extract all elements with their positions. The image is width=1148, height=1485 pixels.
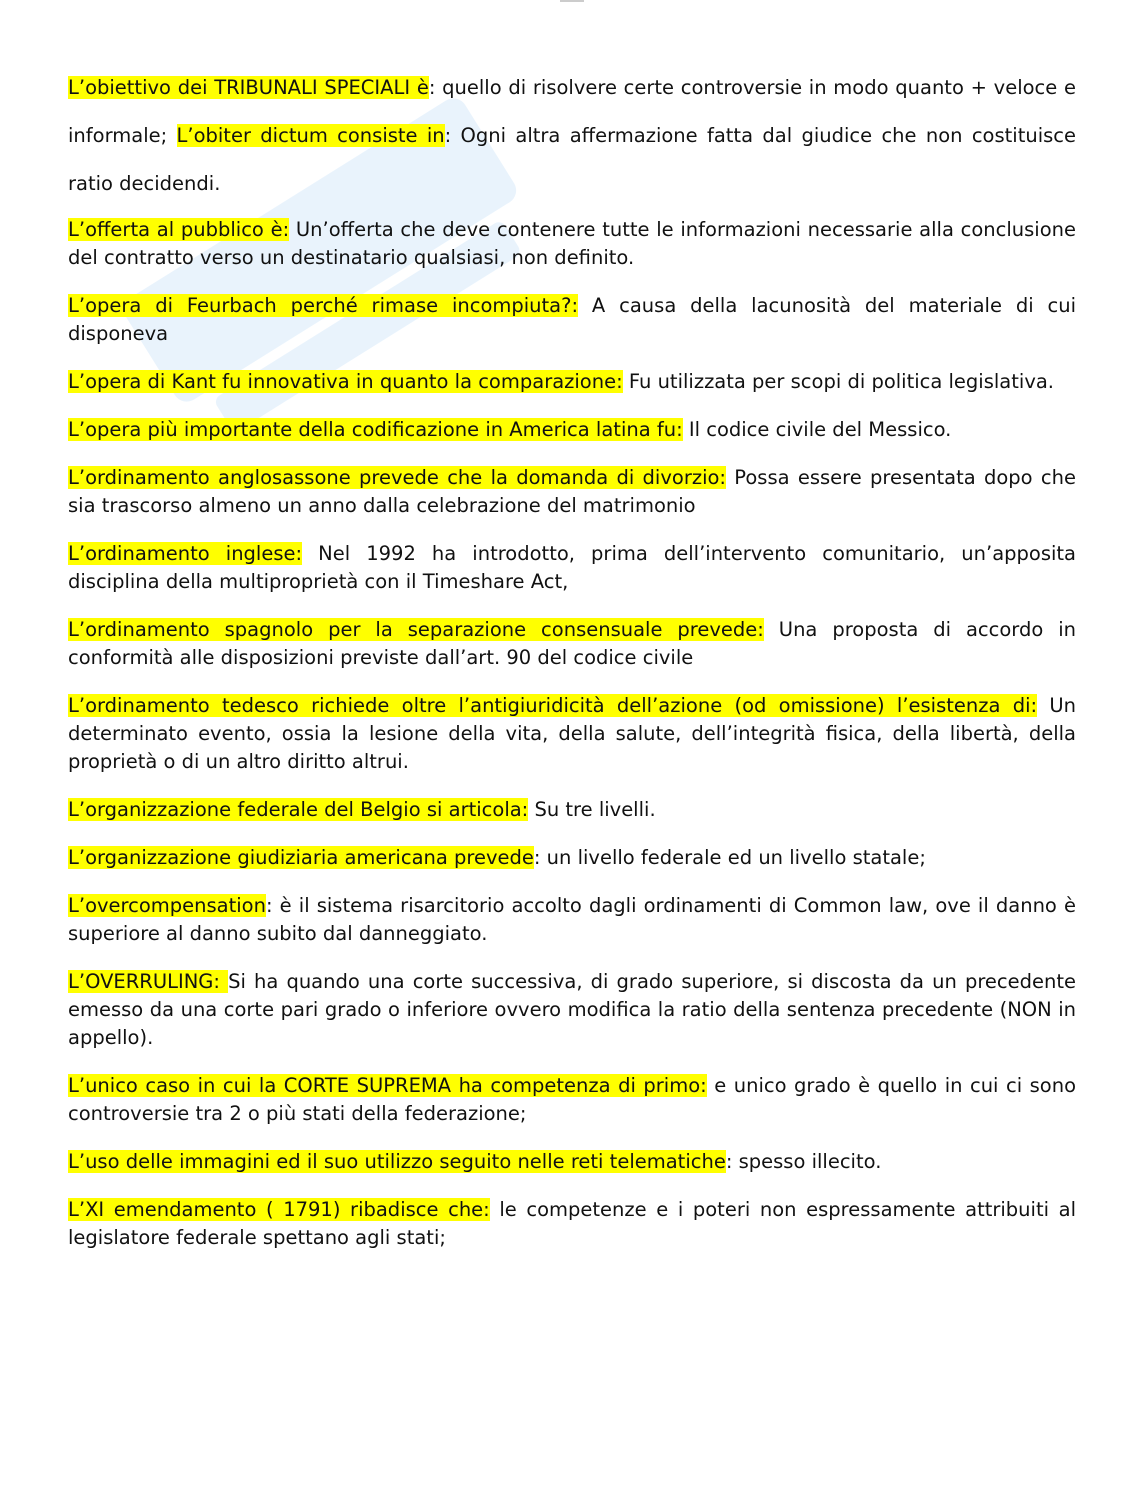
entry-definition: : è il sistema risarcitorio accolto dagli ordinamenti di Common law, ove il danno è superiore al danno subito dal danneggiato. <box>68 894 1076 945</box>
entry-anglosassone <box>68 464 1076 520</box>
entry-term: L’ordinamento inglese: <box>68 542 303 565</box>
entry-kant <box>68 368 1076 396</box>
entry-term: L’ordinamento anglosassone prevede che la domanda di divorzio: <box>68 466 726 489</box>
entry-definition: Un’offerta che deve contenere tutte le informazioni necessarie alla conclusione del contratto verso un destinatario qualsiasi, non definito. <box>68 218 1077 269</box>
entry-term: L’opera di Feurbach perché rimase incompiuta?: <box>68 294 579 317</box>
entry-term: L’offerta al pubblico è: <box>68 218 290 241</box>
entry-definition: : Ogni altra affermazione fatta dal giudice che non costituisce ratio decidendi. <box>68 124 1077 195</box>
entry-term: L’obiter dictum consiste in <box>176 124 445 147</box>
entry-definition: Nel 1992 ha introdotto, prima dell’intervento comunitario, un’apposita disciplina della multiproprietà con il Timeshare Act, <box>68 542 1076 593</box>
entry-giudiziaria-americana <box>68 844 1076 872</box>
entry-xi-emendamento <box>68 1196 1076 1252</box>
document-body <box>68 64 1076 1272</box>
page-header-mark <box>560 0 584 2</box>
entry-definition: : quello di risolvere certe controversie in modo quanto + veloce e informale; <box>68 76 1076 147</box>
entry-term: L’overcompensation <box>68 894 266 917</box>
entry-term: L’XI emendamento ( 1791) ribadisce che: <box>68 1198 490 1221</box>
entry-term: L’ordinamento tedesco richiede oltre l’antigiuridicità dell’azione (od omissione) l’esistenza di: <box>68 694 1038 717</box>
entry-definition: le competenze e i poteri non espressamente attribuiti al legislatore federale spettano agli stati; <box>68 1198 1076 1249</box>
entry-term: L’ordinamento spagnolo per la separazione consensuale prevede: <box>68 618 764 641</box>
entry-corte-suprema <box>68 1072 1076 1128</box>
entry-feurbach <box>68 292 1076 348</box>
entry-inglese <box>68 540 1076 596</box>
entry-definition: e unico grado è quello in cui ci sono controversie tra 2 o più stati della federazione; <box>68 1074 1076 1125</box>
entry-definition: Su tre livelli. <box>528 798 656 821</box>
entry-definition: Una proposta di accordo in conformità alle disposizioni previste dall’art. 90 del codice civile <box>68 618 1076 669</box>
entry-definition: Fu utilizzata per scopi di politica legislativa. <box>622 370 1055 393</box>
entry-tribunali-speciali <box>68 64 1076 208</box>
entry-definition: A causa della lacunosità del materiale di cui disponeva <box>68 294 1076 345</box>
entry-definition: : un livello federale ed un livello statale; <box>533 846 926 869</box>
entry-term: L’opera di Kant fu innovativa in quanto la comparazione: <box>68 370 623 393</box>
entry-offerta-pubblico <box>68 216 1076 272</box>
entry-overruling <box>68 968 1076 1052</box>
entry-term: L’uso delle immagini ed il suo utilizzo seguito nelle reti telematiche <box>68 1150 726 1173</box>
entry-overcompensation <box>68 892 1076 948</box>
entry-term: L’obiettivo dei TRIBUNALI SPECIALI è <box>68 76 429 99</box>
entry-term: L’opera più importante della codificazione in America latina fu: <box>68 418 683 441</box>
entry-immagini <box>68 1148 1076 1176</box>
entry-term: L’OVERRULING: <box>68 970 229 993</box>
entry-definition: Un determinato evento, ossia la lesione della vita, della salute, dell’integrità fisica, della libertà, della proprietà o di un altro diritto altrui. <box>68 694 1076 773</box>
entry-definition: Possa essere presentata dopo che sia trascorso almeno un anno dalla celebrazione del matrimonio <box>68 466 1076 517</box>
entry-tedesco <box>68 692 1076 776</box>
entry-spagnolo <box>68 616 1076 672</box>
entry-belgio <box>68 796 1076 824</box>
entry-definition: Si ha quando una corte successiva, di grado superiore, si discosta da un precedente emesso da una corte pari grado o inferiore ovvero modifica la ratio della sentenza precedente (NON in appello). <box>68 970 1076 1049</box>
entry-definition: Il codice civile del Messico. <box>682 418 952 441</box>
entry-term: L’unico caso in cui la CORTE SUPREMA ha competenza di primo: <box>68 1074 707 1097</box>
entry-definition: : spesso illecito. <box>725 1150 882 1173</box>
entry-america-latina <box>68 416 1076 444</box>
entry-term: L’organizzazione giudiziaria americana prevede <box>68 846 534 869</box>
entry-term: L’organizzazione federale del Belgio si articola: <box>68 798 529 821</box>
